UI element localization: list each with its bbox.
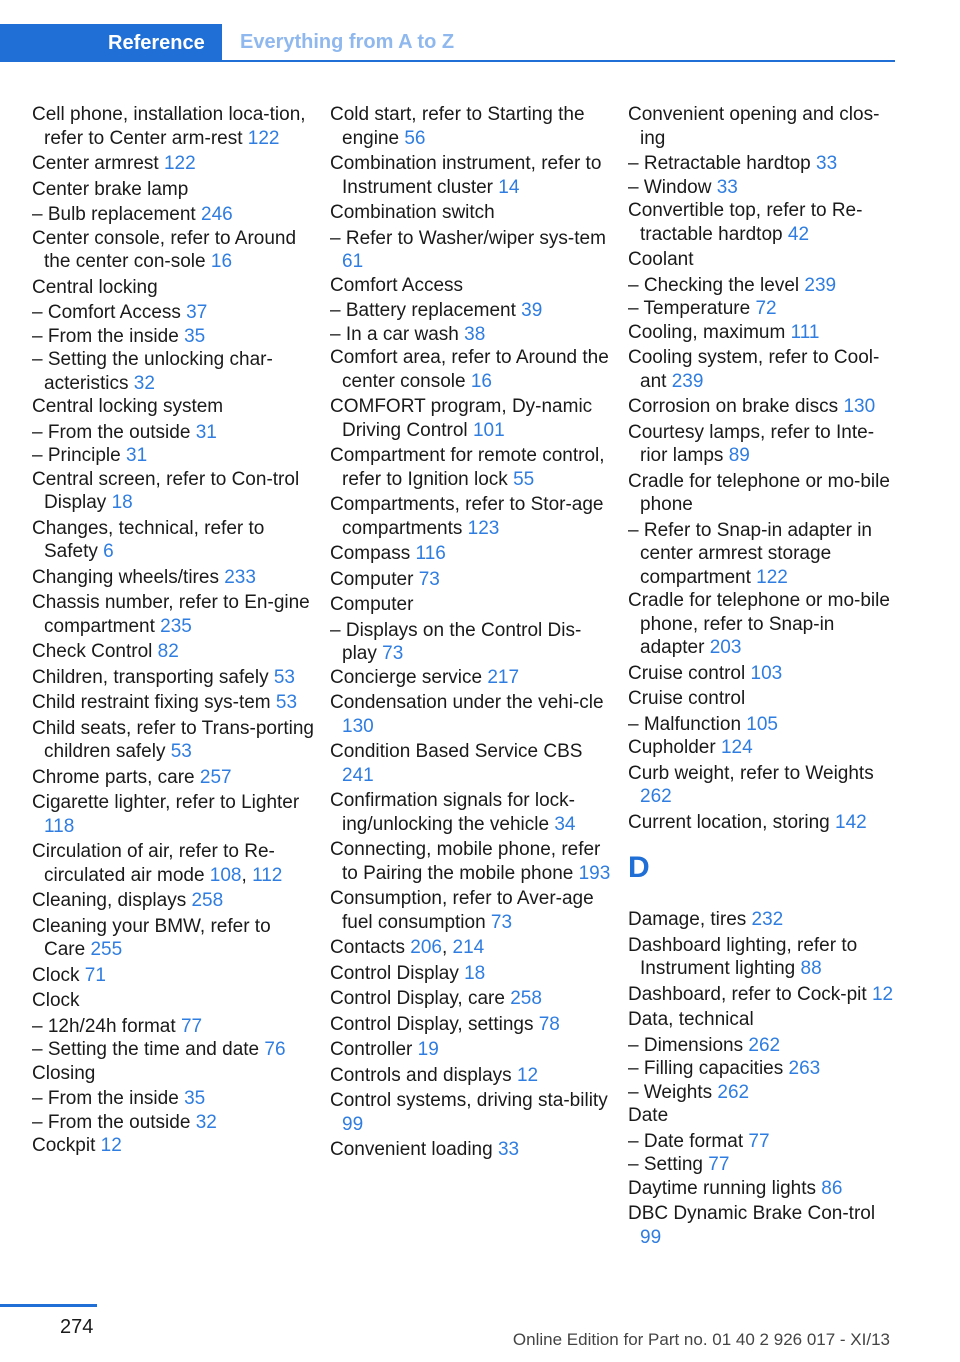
index-entry: [330, 274, 614, 298]
index-entry: [628, 199, 898, 246]
index-entry-text: Center brake lamp: [32, 178, 189, 200]
index-entry-text: Child restraint fixing sys‐tem: [32, 692, 276, 713]
page-link[interactable]: 16: [210, 251, 233, 272]
index-entry-text: – Retractable hardtop: [628, 153, 817, 174]
page-link[interactable]: 123: [467, 517, 500, 539]
edition-note: Online Edition for Part no. 01 40 2 926 017 - XI/13: [512, 1330, 890, 1349]
page-link[interactable]: 232: [751, 909, 784, 930]
index-entry-text: Current location, storing: [628, 811, 835, 833]
index-entry: [330, 444, 614, 491]
index-entry: [32, 840, 316, 887]
page-link[interactable]: 76: [264, 1039, 286, 1060]
index-entry-text: – From the outside: [32, 1111, 196, 1133]
index-entry: [330, 691, 614, 738]
index-entry: [628, 1104, 898, 1128]
index-entry-text: – Setting the unlocking char‐acteristics: [32, 349, 273, 394]
index-entry: [330, 1013, 614, 1037]
index-entry-text: Central locking: [32, 276, 158, 298]
index-subentry: [32, 325, 316, 349]
index-entry: [330, 936, 614, 960]
index-entry-text: COMFORT program, Dy‐namic Driving Control: [330, 396, 593, 441]
index-entry-text: Contacts: [330, 937, 411, 958]
index-entry-text: – Window: [628, 176, 717, 198]
index-entry-text: Compartments, refer to Stor‐age compartments: [330, 494, 604, 539]
page-link[interactable]: 72: [755, 298, 777, 319]
index-entry-text: Computer: [330, 568, 419, 590]
page-link[interactable]: 130: [342, 715, 374, 737]
index-entry-text: Central locking system: [32, 396, 224, 417]
page-link[interactable]: 6: [103, 541, 114, 562]
page-link[interactable]: 56: [404, 127, 426, 149]
page-link[interactable]: 241: [342, 764, 374, 786]
page-link[interactable]: 33: [497, 1139, 520, 1160]
index-entry: [32, 227, 316, 274]
page-link[interactable]: 203: [709, 637, 742, 658]
index-entry: [330, 593, 614, 617]
index-letter-heading: D: [628, 851, 650, 884]
index-subentry: [330, 323, 614, 347]
index-entry-text: Concierge service: [330, 666, 488, 688]
index-entry-text: Condition Based Service CBS: [330, 741, 583, 762]
index-entry: [32, 766, 316, 790]
page-link[interactable]: 18: [464, 962, 486, 984]
index-entry: [628, 1008, 898, 1032]
page-link[interactable]: 130: [843, 396, 876, 417]
index-entry: [628, 1202, 898, 1249]
index-columns: [32, 103, 912, 1251]
index-entry: [330, 542, 614, 566]
page-link[interactable]: 262: [717, 1081, 750, 1103]
index-entry-text: Circulation of air, refer to Re‐circulated air mode: [32, 841, 275, 886]
index-entry: [32, 395, 316, 419]
index-entry: [330, 1138, 614, 1162]
index-entry: [32, 915, 316, 962]
index-entry-text: Controller: [330, 1039, 418, 1060]
page-link[interactable]: 258: [191, 890, 224, 911]
page-link[interactable]: 118: [44, 815, 75, 837]
index-subentry: [330, 227, 614, 274]
index-entry-text: Dashboard lighting, refer to Instrument lighting: [628, 934, 858, 979]
index-entry-text: Cigarette lighter, refer to Lighter: [32, 792, 300, 813]
index-entry-text: – Battery replacement: [330, 300, 522, 321]
index-entry: [32, 468, 316, 515]
index-entry: [330, 1038, 614, 1062]
index-entry: [330, 789, 614, 836]
index-subentry: [628, 152, 898, 176]
index-entry: [628, 589, 898, 660]
index-subentry: [628, 297, 898, 321]
index-entry-text: Closing: [32, 1062, 96, 1084]
page-link[interactable]: 18: [111, 492, 133, 513]
index-entry-text: – Displays on the Control Dis‐play: [330, 619, 582, 664]
index-entry-text: Confirmation signals for lock‐ing/unlocking the vehicle: [330, 790, 575, 835]
page-link[interactable]: 258: [510, 988, 542, 1009]
index-column-2: [330, 103, 628, 1251]
index-entry-text: – Principle: [32, 445, 126, 466]
index-entry: [32, 640, 316, 664]
page-link[interactable]: 19: [417, 1039, 439, 1060]
index-entry: [330, 568, 614, 592]
page-number: 274: [60, 1316, 94, 1338]
index-entry-text: Control Display: [330, 962, 465, 984]
index-subentry: [628, 176, 898, 200]
page-link[interactable]: 42: [787, 223, 810, 245]
footer-rule: [0, 1304, 97, 1307]
index-entry-text: Combination switch: [330, 202, 495, 223]
index-entry-text: Cruise control: [628, 662, 751, 684]
index-entry-text: Control Display, settings: [330, 1013, 539, 1035]
index-entry: [32, 566, 316, 590]
index-subentry: [32, 1015, 316, 1039]
index-entry: [32, 691, 316, 715]
index-entry-text: Control systems, driving sta‐bility: [330, 1090, 608, 1111]
page-separator: ,: [241, 864, 253, 886]
index-entry-text: Central screen, refer to Con‐trol Display: [32, 468, 300, 513]
index-entry-text: – Weights: [628, 1081, 718, 1103]
index-entry-text: Control Display, care: [330, 988, 511, 1009]
index-subentry: [32, 421, 316, 445]
index-entry-text: Convertible top, refer to Re‐tractable hardtop: [628, 200, 863, 245]
index-entry-text: Cradle for telephone or mo‐bile phone, refer to Snap-in adapter: [628, 590, 890, 658]
index-entry-text: Convenient opening and clos‐ing: [628, 104, 880, 149]
index-subentry: [32, 348, 316, 395]
index-subentry: [32, 301, 316, 325]
index-entry-text: Children, transporting safely: [32, 666, 274, 688]
index-entry-text: – 12h/24h format: [32, 1015, 181, 1037]
index-entry-text: Cleaning your BMW, refer to Care: [32, 915, 271, 960]
index-column-1: [32, 103, 330, 1251]
index-entry: [628, 421, 898, 468]
index-entry: [330, 887, 614, 934]
index-entry-text: Cooling system, refer to Cool‐ant: [628, 347, 880, 392]
index-entry: [330, 1064, 614, 1088]
index-entry: [330, 152, 614, 199]
index-entry-text: Cockpit: [32, 1135, 101, 1156]
index-entry: [628, 983, 898, 1007]
index-entry-text: Corrosion on brake discs: [628, 396, 844, 417]
page-link[interactable]: 61: [342, 251, 364, 272]
index-entry: [32, 717, 316, 764]
index-entry-text: Child seats, refer to Trans‐porting children safely: [32, 717, 314, 762]
index-entry: [628, 248, 898, 272]
page-link[interactable]: 112: [252, 864, 283, 886]
index-entry: [330, 493, 614, 540]
index-subentry: [32, 444, 316, 468]
page-link[interactable]: 53: [275, 692, 298, 713]
index-entry-text: – In a car wash: [330, 323, 465, 345]
page-link[interactable]: 88: [800, 958, 822, 979]
page-link[interactable]: 73: [382, 643, 404, 664]
index-entry: [32, 1134, 316, 1158]
index-entry: [628, 470, 898, 517]
page-link[interactable]: 34: [554, 813, 576, 835]
index-entry: [32, 103, 316, 150]
index-entry-text: Computer: [330, 594, 414, 615]
index-entry: [628, 346, 898, 393]
index-entry-text: Cupholder: [628, 737, 721, 758]
page-link[interactable]: 35: [184, 325, 206, 347]
page-link[interactable]: 122: [247, 127, 280, 149]
page-link[interactable]: 73: [490, 911, 513, 933]
index-entry-text: Controls and displays: [330, 1064, 517, 1086]
page-link[interactable]: 116: [415, 543, 446, 564]
page-link[interactable]: 12: [871, 983, 894, 1005]
index-entry: [32, 276, 316, 300]
index-entry-text: Data, technical: [628, 1009, 754, 1030]
index-entry-text: – Bulb replacement: [32, 204, 201, 225]
index-entry-text: Daytime running lights: [628, 1177, 822, 1199]
page-link[interactable]: 14: [498, 176, 520, 198]
index-subentry: [628, 713, 898, 737]
index-entry-text: Consumption, refer to Aver‐age fuel consumption: [330, 888, 594, 933]
index-subentry: [628, 1081, 898, 1105]
page-link[interactable]: 99: [342, 1113, 364, 1135]
index-entry-text: – From the inside: [32, 1088, 185, 1109]
index-entry: [628, 103, 898, 150]
page-link[interactable]: 78: [538, 1013, 560, 1035]
index-entry-text: – Setting the time and date: [32, 1039, 265, 1060]
index-entry-text: Cruise control: [628, 688, 746, 709]
page-link[interactable]: 35: [184, 1088, 206, 1109]
page-link[interactable]: 111: [790, 321, 820, 343]
page-link[interactable]: 32: [195, 1111, 217, 1133]
index-entry: [628, 762, 898, 809]
section-subtitle: Everything from A to Z: [222, 24, 895, 62]
page-link[interactable]: 16: [470, 370, 492, 392]
index-entry: [32, 889, 316, 913]
index-subentry: [32, 1038, 316, 1062]
index-column-3: [628, 103, 912, 1251]
index-entry: [628, 321, 898, 345]
page-link[interactable]: 262: [748, 1034, 781, 1056]
page-link[interactable]: 235: [160, 615, 192, 637]
page-link[interactable]: 239: [804, 274, 837, 296]
index-entry: [628, 395, 898, 419]
page-separator: ,: [441, 937, 453, 958]
page-link[interactable]: 33: [816, 153, 838, 174]
index-entry-text: Date: [628, 1105, 669, 1126]
page-link[interactable]: 38: [464, 323, 486, 345]
page-link[interactable]: 73: [418, 568, 440, 590]
page-link[interactable]: 193: [578, 862, 611, 884]
index-entry-text: Cradle for telephone or mo‐bile phone: [628, 470, 890, 515]
index-entry-text: – Temperature: [628, 298, 756, 319]
index-entry-text: Coolant: [628, 249, 694, 270]
index-entry-text: Chrome parts, care: [32, 766, 200, 788]
index-subentry: [330, 619, 614, 666]
index-entry: [32, 152, 316, 176]
index-entry: [330, 201, 614, 225]
index-entry: [330, 1089, 614, 1136]
index-entry-text: – Setting: [628, 1154, 709, 1175]
page-link[interactable]: 86: [821, 1177, 843, 1199]
index-entry: [32, 1062, 316, 1086]
index-entry: [330, 962, 614, 986]
index-entry: [628, 1177, 898, 1201]
index-entry: [628, 934, 898, 981]
index-entry-text: Courtesy lamps, refer to Inte‐rior lamps: [628, 421, 875, 466]
index-subentry: [628, 1153, 898, 1177]
index-entry-text: Combination instrument, refer to Instrument cluster: [330, 153, 602, 198]
index-entry-text: Damage, tires: [628, 909, 752, 930]
page-link[interactable]: 53: [170, 741, 192, 762]
index-entry: [32, 591, 316, 638]
page-link[interactable]: 39: [521, 300, 543, 321]
index-entry-text: Curb weight, refer to Weights: [628, 762, 874, 784]
index-entry: [32, 517, 316, 564]
index-entry-text: – Checking the level: [628, 274, 805, 296]
index-entry-text: – Filling capacities: [628, 1058, 789, 1079]
page-link[interactable]: 122: [163, 153, 196, 174]
index-entry-text: Center armrest: [32, 153, 164, 174]
page-link[interactable]: 82: [157, 641, 179, 662]
page-link[interactable]: 255: [90, 939, 123, 960]
index-subentry: [330, 299, 614, 323]
index-subentry: [628, 274, 898, 298]
index-subentry: [628, 1057, 898, 1081]
page-link[interactable]: 206: [410, 937, 442, 958]
index-subentry: [628, 1130, 898, 1154]
page-link[interactable]: 217: [487, 666, 520, 688]
index-entry-text: Cleaning, displays: [32, 890, 192, 911]
index-entry-text: – Date format: [628, 1130, 749, 1152]
index-entry: [330, 838, 614, 885]
index-entry: [330, 666, 614, 690]
index-entry: [330, 395, 614, 442]
page-link[interactable]: 233: [224, 566, 256, 588]
index-entry-text: – Malfunction: [628, 713, 747, 735]
index-entry-text: Changing wheels/tires: [32, 566, 225, 588]
page-header: [0, 24, 895, 62]
index-entry-text: – From the inside: [32, 325, 185, 347]
index-entry-text: Connecting, mobile phone, refer to Pairing the mobile phone: [330, 839, 601, 884]
page-link[interactable]: 246: [201, 204, 233, 225]
index-entry: [628, 662, 898, 686]
index-entry: [32, 989, 316, 1013]
index-entry-text: – From the outside: [32, 421, 196, 443]
page-link[interactable]: 101: [472, 419, 505, 441]
index-entry-text: Cell phone, installation loca‐tion, refer to Center arm‐rest: [32, 104, 306, 149]
page-link[interactable]: 89: [728, 445, 750, 466]
page-link[interactable]: 105: [746, 713, 778, 735]
index-subentry: [32, 1087, 316, 1111]
page-link[interactable]: 53: [273, 666, 295, 688]
index-entry: [330, 103, 614, 150]
index-subentry: [32, 203, 316, 227]
index-entry-text: – Comfort Access: [32, 302, 187, 323]
page-link[interactable]: 122: [756, 566, 788, 588]
index-entry-text: – Refer to Snap-in adapter in center armrest storage compartment: [628, 519, 872, 588]
index-entry-text: Changes, technical, refer to Safety: [32, 517, 265, 562]
index-entry-text: Check Control: [32, 641, 158, 662]
page-link[interactable]: 257: [199, 766, 232, 788]
index-entry: [628, 908, 898, 932]
index-entry-text: Cooling, maximum: [628, 321, 791, 343]
page-link[interactable]: 142: [835, 811, 867, 833]
index-entry: [628, 811, 898, 835]
section-tab: Reference: [0, 24, 222, 62]
page-link[interactable]: 12: [100, 1135, 122, 1156]
index-entry: [330, 346, 614, 393]
index-entry-text: Dashboard, refer to Cock‐pit: [628, 983, 872, 1005]
page-link[interactable]: 32: [133, 372, 155, 394]
page-link[interactable]: 37: [186, 302, 208, 323]
index-entry: [330, 740, 614, 787]
index-entry-text: Chassis number, refer to En‐gine compartment: [32, 592, 310, 637]
index-entry: [330, 987, 614, 1011]
index-entry-text: Cold start, refer to Starting the engine: [330, 104, 585, 149]
page-link[interactable]: 31: [126, 445, 148, 466]
page-link[interactable]: 71: [84, 964, 106, 986]
index-entry-text: Condensation under the vehi‐cle: [330, 692, 604, 713]
index-subentry: [628, 1034, 898, 1058]
index-entry: [32, 791, 316, 838]
index-subentry: [32, 1111, 316, 1135]
page-link[interactable]: 77: [180, 1015, 203, 1037]
page-link[interactable]: 239: [671, 370, 704, 392]
page-link[interactable]: 263: [788, 1058, 821, 1079]
page-link[interactable]: 12: [516, 1064, 539, 1086]
index-entry-text: – Refer to Washer/wiper sys‐tem: [330, 227, 606, 249]
index-subentry: [628, 519, 898, 590]
page-link[interactable]: 31: [195, 421, 217, 443]
index-entry-text: Center console, refer to Around the center con‐sole: [32, 227, 297, 272]
index-entry: [628, 736, 898, 760]
index-entry-text: Clock: [32, 964, 85, 986]
page-link[interactable]: 55: [513, 468, 535, 490]
index-entry: [628, 687, 898, 711]
index-entry: [32, 666, 316, 690]
index-entry-text: Compass: [330, 543, 416, 564]
index-entry-text: Comfort area, refer to Around the center console: [330, 347, 609, 392]
index-entry: [32, 964, 316, 988]
page-link[interactable]: 103: [750, 662, 783, 684]
page-link[interactable]: 124: [720, 737, 753, 758]
index-entry-text: Compartment for remote control, refer to Ignition lock: [330, 445, 605, 490]
page-link[interactable]: 214: [452, 937, 485, 958]
page-link[interactable]: 77: [708, 1154, 730, 1175]
page-link[interactable]: 77: [748, 1130, 770, 1152]
index-entry: [32, 178, 316, 202]
page-link[interactable]: 262: [640, 786, 672, 807]
page-link[interactable]: 33: [716, 176, 738, 198]
index-entry-text: Convenient loading: [330, 1139, 498, 1160]
index-entry-text: Comfort Access: [330, 274, 464, 296]
page-link[interactable]: 99: [640, 1226, 662, 1248]
index-entry-text: DBC Dynamic Brake Con‐trol: [628, 1203, 876, 1224]
index-entry-text: – Dimensions: [628, 1034, 749, 1056]
page-link[interactable]: 108: [209, 864, 242, 886]
index-entry-text: Clock: [32, 990, 80, 1011]
